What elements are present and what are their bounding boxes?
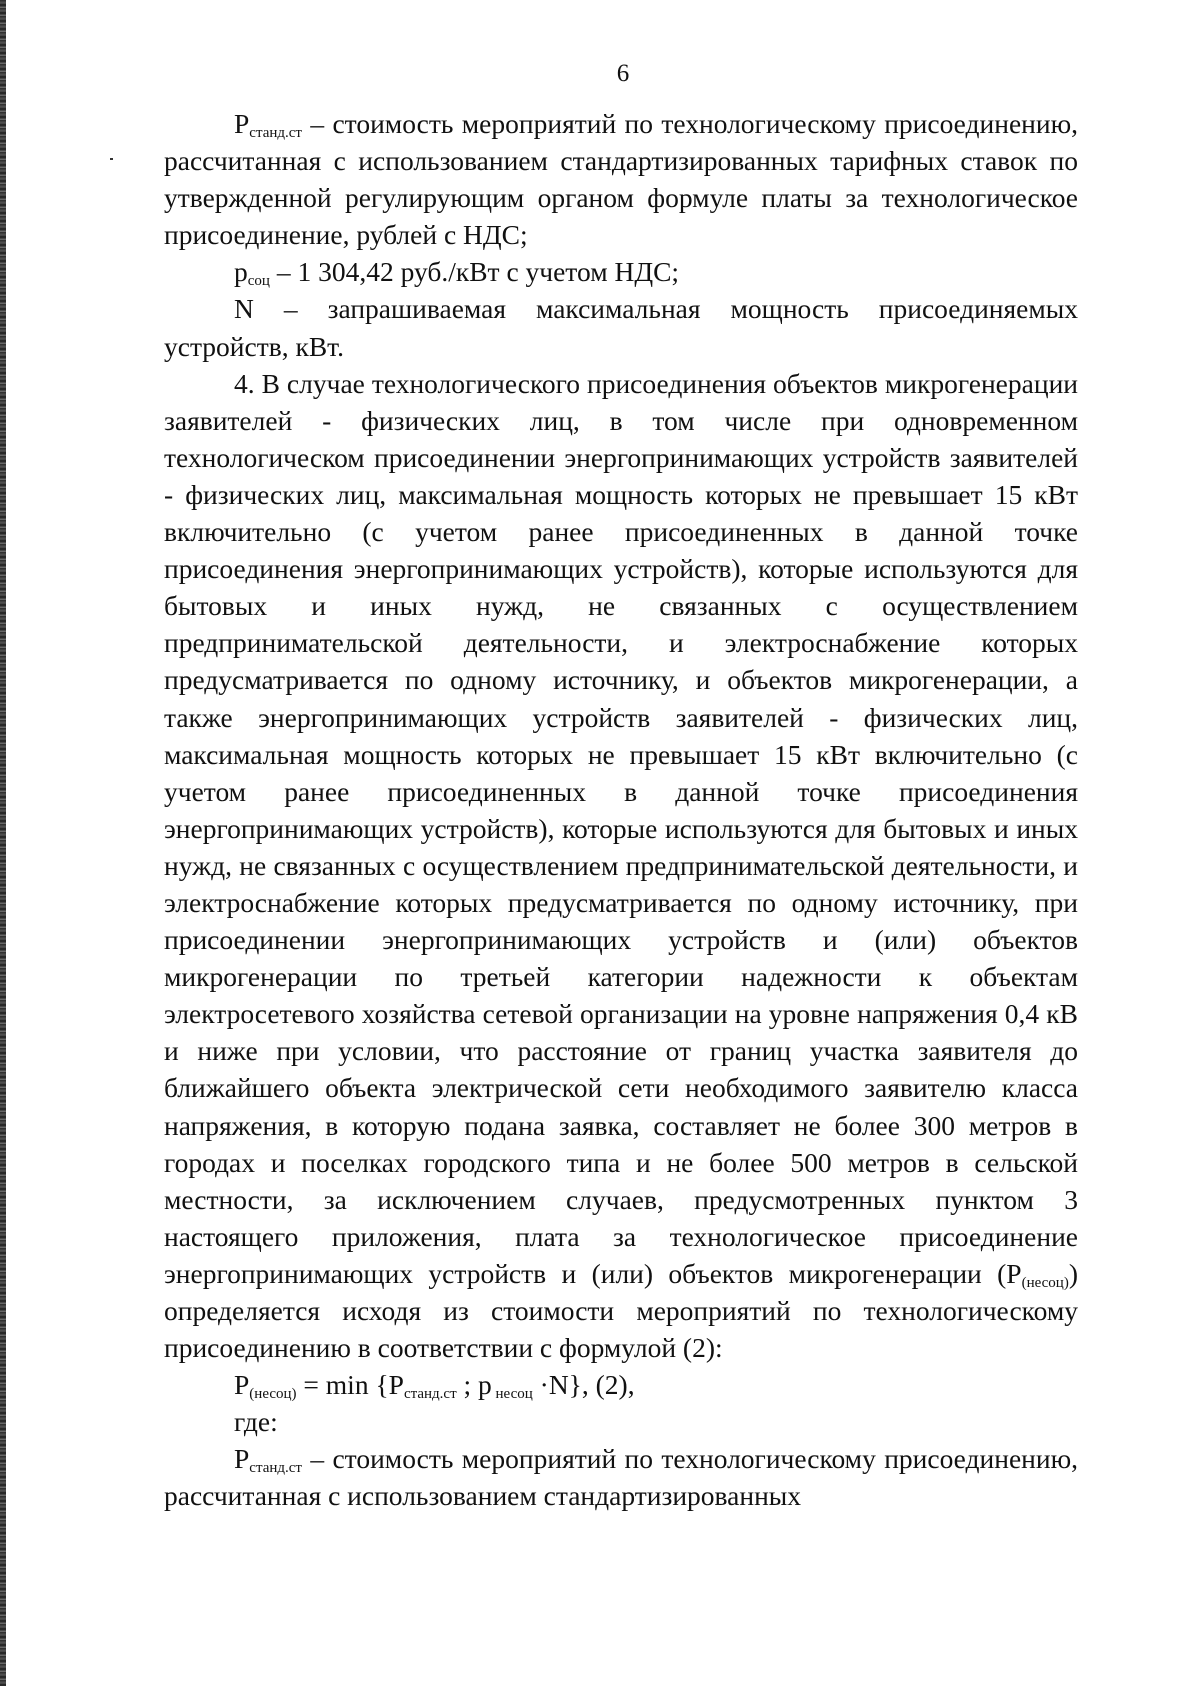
scan-speck	[110, 158, 113, 160]
where-label: где:	[234, 1406, 278, 1438]
symbol-p-standard-repeat: $P_{станд.ст}$	[234, 1443, 302, 1477]
clause-4: 4. В случае технологического присоединения объектов микрогенерации заявителей - физических лиц, в том числе при одновременном технологическом присоединении энергопринимающих устройств заявителей - физических лиц, максимальная мощность которых не превышает 15 кВт включительно (с учетом ранее присоединенных в данной точке присоединения энергопринимающих устройств), которые используются для бытовых и иных нужд, не связанных с осуществлением предпринимательской деятельности, и электроснабжение которых предусматривается по одному источнику, и объектов микрогенерации, а также энергопринимающих устройств заявителей - физических лиц, максимальная мощность которых не превышает 15 кВт включительно (с учетом ранее присоединенных в данной точке присоединения энергопринимающих устройств), которые используются для бытовых и иных нужд, не связанных с осуществлением предпринимательской деятельности, и электроснабжение которых предусматривается по одному источнику, при присоединении энергопринимающих устройств и (или) объектов микрогенерации по третьей категории надежности к объектам электросетевого хозяйства сетевой организации на уровне напряжения 0,4 кВ и ниже при условии, что расстояние от границ участка заявителя до ближайшего объекта электрической сети необходимого заявителю класса напряжения, в которую подана заявка, составляет не более 300 метров в городах и поселках городского типа и не более 500 метров в сельской местности, за исключением случаев, предусмотренных пунктом 3 настоящего приложения, плата за технологическое присоединение энергопринимающих устройств и (или) объектов микрогенерации $(P_{(несоц)})$ определяется исходя из стоимости мероприятий по технологическому присоединению в соответствии с формулой (2):	[164, 367, 1078, 1364]
page-number: 6	[616, 60, 630, 87]
symbol-p-standard: $P_{станд.ст}$	[234, 108, 302, 141]
document-body	[164, 105, 1078, 1515]
scan-edge	[0, 0, 6, 1686]
symbol-p-social: $p_{соц}$	[234, 256, 270, 290]
definition-p-standard: $P_{станд.ст}$ – стоимость мероприятий по технологическому присоединению, рассчитанная с использованием стандартизированных тарифных ставок по утвержденной регулирующим органом формуле платы за технологическое присоединение, рублей с НДС;	[164, 108, 1078, 251]
definition-n: N – запрашиваемая максимальная мощность присоединяемых устройств, кВт.	[164, 293, 1078, 362]
definition-p-standard-repeat: $P_{станд.ст}$ – стоимость мероприятий по технологическому присоединению, рассчитанная с использованием стандартизированных	[164, 1443, 1078, 1512]
formula-2: $P_{(несоц)} = \min \{P_{станд.ст}$ ; p $_{несоц}$ ·N}, (2),	[234, 1369, 635, 1403]
definition-p-social: $p_{соц} - 1$ 304,42 руб./кВт с учетом НДС;	[234, 256, 680, 290]
